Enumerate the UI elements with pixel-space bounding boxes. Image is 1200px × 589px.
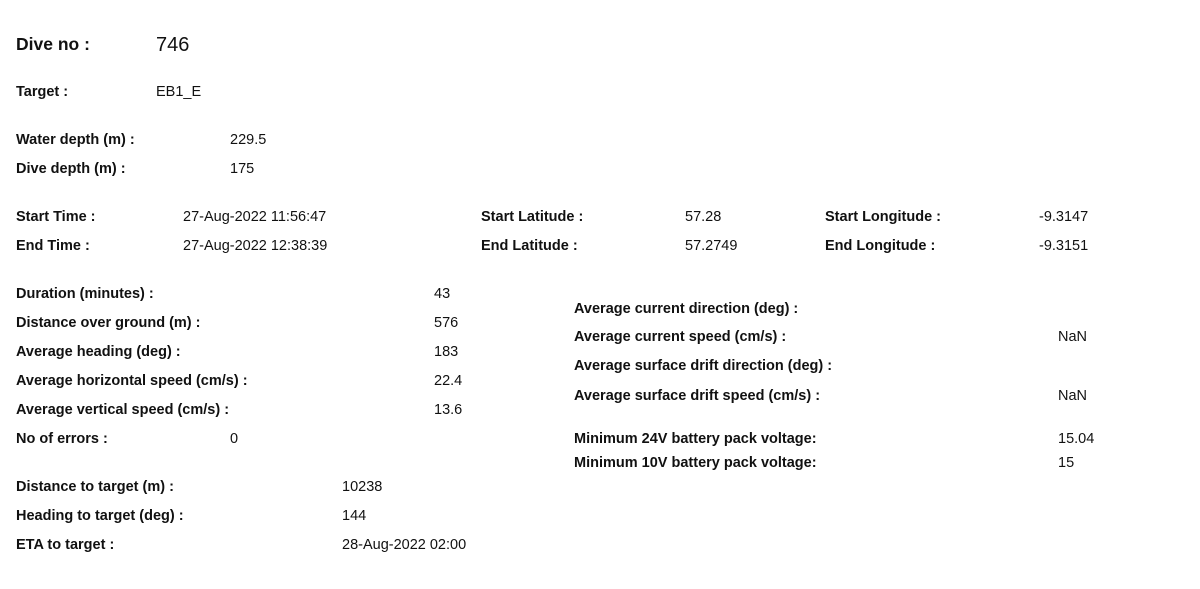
eta-to-target-label: ETA to target : bbox=[16, 537, 115, 553]
end-latitude-label: End Latitude : bbox=[481, 238, 578, 254]
horizontal-speed-value: 22.4 bbox=[434, 373, 463, 389]
target-label: Target : bbox=[16, 84, 69, 100]
battery-24v-value: 15.04 bbox=[1058, 431, 1095, 447]
end-longitude-label: End Longitude : bbox=[825, 238, 936, 254]
drift-speed-value: NaN bbox=[1058, 388, 1088, 404]
heading-to-target-value: 144 bbox=[342, 508, 367, 524]
average-heading-value: 183 bbox=[434, 344, 459, 360]
duration-value: 43 bbox=[434, 286, 451, 302]
duration-label: Duration (minutes) : bbox=[16, 286, 154, 302]
start-latitude-value: 57.28 bbox=[685, 209, 722, 225]
errors-value: 0 bbox=[230, 431, 239, 447]
start-latitude-label: Start Latitude : bbox=[481, 209, 584, 225]
distance-over-ground-value: 576 bbox=[434, 315, 459, 331]
current-direction-label: Average current direction (deg) : bbox=[574, 301, 799, 317]
target-value: EB1_E bbox=[156, 84, 202, 100]
battery-24v-label: Minimum 24V battery pack voltage: bbox=[574, 431, 817, 447]
errors-label: No of errors : bbox=[16, 431, 108, 447]
end-longitude-value: -9.3151 bbox=[1039, 238, 1089, 254]
horizontal-speed-label: Average horizontal speed (cm/s) : bbox=[16, 373, 248, 389]
water-depth-value: 229.5 bbox=[230, 132, 267, 148]
dive-depth-label: Dive depth (m) : bbox=[16, 161, 126, 177]
start-time-value: 27-Aug-2022 11:56:47 bbox=[183, 209, 327, 225]
heading-to-target-label: Heading to target (deg) : bbox=[16, 508, 184, 524]
distance-to-target-value: 10238 bbox=[342, 479, 383, 495]
dive-no-label: Dive no : bbox=[16, 34, 90, 54]
start-time-label: Start Time : bbox=[16, 209, 96, 225]
current-speed-value: NaN bbox=[1058, 329, 1088, 345]
distance-to-target-label: Distance to target (m) : bbox=[16, 479, 174, 495]
end-time-label: End Time : bbox=[16, 238, 90, 254]
dive-depth-value: 175 bbox=[230, 161, 255, 177]
vertical-speed-label: Average vertical speed (cm/s) : bbox=[16, 402, 230, 418]
eta-to-target-value: 28-Aug-2022 02:00 bbox=[342, 537, 467, 553]
drift-direction-label: Average surface drift direction (deg) : bbox=[574, 358, 833, 374]
battery-10v-label: Minimum 10V battery pack voltage: bbox=[574, 455, 817, 471]
start-longitude-label: Start Longitude : bbox=[825, 209, 941, 225]
battery-10v-value: 15 bbox=[1058, 455, 1075, 471]
vertical-speed-value: 13.6 bbox=[434, 402, 463, 418]
drift-speed-label: Average surface drift speed (cm/s) : bbox=[574, 388, 821, 404]
current-speed-label: Average current speed (cm/s) : bbox=[574, 329, 787, 345]
average-heading-label: Average heading (deg) : bbox=[16, 344, 181, 360]
end-time-value: 27-Aug-2022 12:38:39 bbox=[183, 238, 328, 254]
distance-over-ground-label: Distance over ground (m) : bbox=[16, 315, 201, 331]
dive-no-value: 746 bbox=[156, 34, 190, 56]
end-latitude-value: 57.2749 bbox=[685, 238, 738, 254]
start-longitude-value: -9.3147 bbox=[1039, 209, 1089, 225]
water-depth-label: Water depth (m) : bbox=[16, 132, 135, 148]
